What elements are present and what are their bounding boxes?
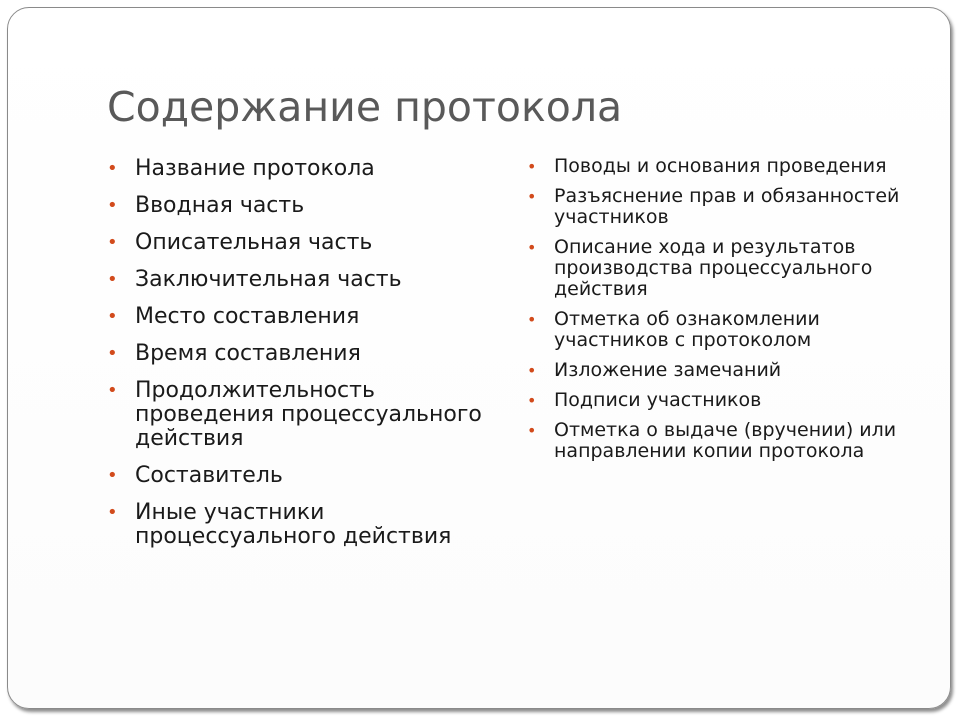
bullet-icon: • (527, 310, 537, 329)
bullet-icon: • (527, 421, 537, 440)
list-item-text: Название протокола (135, 156, 375, 181)
list-item-text: Изложение замечаний (554, 359, 782, 381)
list-item (107, 194, 487, 218)
list-item-text: Место составления (135, 304, 360, 329)
list-item (107, 379, 487, 451)
list-item-text: Продолжительность проведения процессуального действия (135, 378, 482, 451)
bullet-icon: • (527, 391, 537, 410)
list-item-text: Составитель (135, 463, 283, 488)
left-bullet-list (107, 157, 487, 562)
list-item-text: Вводная часть (135, 193, 305, 218)
list-item (527, 186, 927, 228)
bullet-icon: • (527, 361, 537, 380)
slide-title: Содержание протокола (107, 83, 623, 131)
bullet-icon: • (107, 158, 118, 179)
list-item-text: Отметка о выдаче (вручении) или направлении копии протокола (554, 419, 897, 462)
right-bullet-list (527, 156, 927, 471)
list-item-text: Поводы и основания проведения (554, 155, 887, 177)
list-item-text: Время составления (135, 341, 361, 366)
list-item (527, 156, 927, 177)
bullet-icon: • (107, 306, 118, 327)
bullet-icon: • (107, 232, 118, 253)
list-item (107, 342, 487, 366)
list-item (107, 305, 487, 329)
list-item-text: Описание хода и результатов производства процессуального действия (554, 236, 873, 300)
list-item (107, 157, 487, 181)
list-item (527, 237, 927, 300)
bullet-icon: • (107, 380, 118, 401)
list-item (107, 464, 487, 488)
list-item (107, 268, 487, 292)
list-item-text: Иные участники процессуального действия (135, 500, 452, 549)
bullet-icon: • (527, 157, 537, 176)
bullet-icon: • (107, 502, 118, 523)
list-item-text: Отметка об ознакомлении участников с протоколом (554, 308, 820, 351)
list-item-text: Заключительная часть (135, 267, 402, 292)
list-item-text: Описательная часть (135, 230, 373, 255)
list-item (527, 390, 927, 411)
list-item-text: Подписи участников (554, 389, 762, 411)
list-item-text: Разъяснение прав и обязанностей участников (554, 185, 900, 228)
list-item (107, 501, 487, 549)
bullet-icon: • (107, 465, 118, 486)
bullet-icon: • (527, 187, 537, 206)
list-item (527, 309, 927, 351)
list-item (527, 360, 927, 381)
bullet-icon: • (107, 269, 118, 290)
list-item (107, 231, 487, 255)
bullet-icon: • (107, 195, 118, 216)
bullet-icon: • (527, 238, 537, 257)
bullet-icon: • (107, 343, 118, 364)
list-item (527, 420, 927, 462)
